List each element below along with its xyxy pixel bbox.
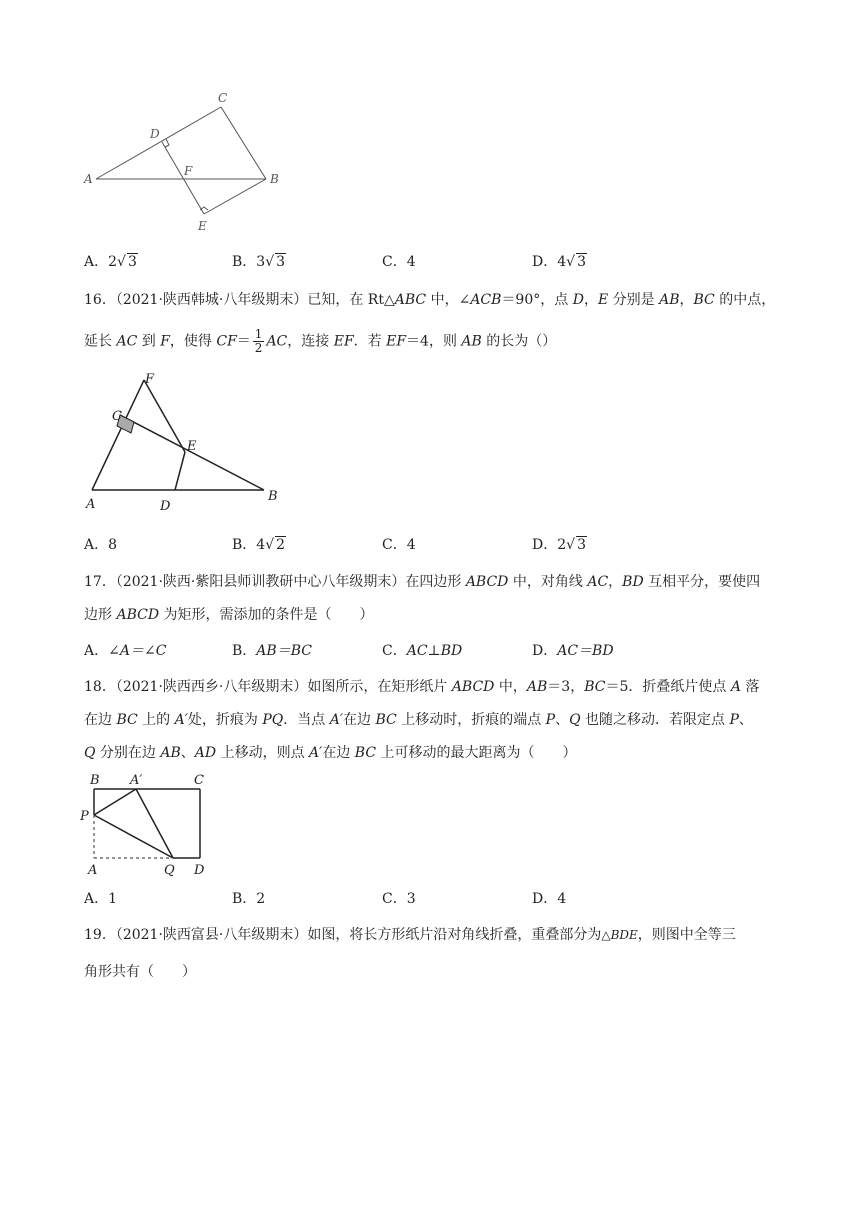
q15-label-f: F: [184, 164, 193, 178]
q17-option-c[interactable]: C．AC⊥BD: [382, 643, 463, 659]
q16-fraction: $\frac{1}{2}$: [254, 327, 263, 355]
q16-figure: [80, 370, 300, 518]
q15-option-c[interactable]: C．4: [382, 254, 416, 270]
q18-label-d: D: [194, 863, 205, 878]
q16-label-b: B: [268, 489, 278, 504]
q16-label-f: F: [145, 372, 155, 387]
q16-label-d: D: [160, 499, 171, 514]
q15-label-b: B: [270, 172, 279, 186]
q19-text-line1: 19．（2021·陕西富县·八年级期末）如图，将长方形纸片沿对角线折叠，重叠部分为△BDE，则图中全等三: [84, 927, 736, 943]
q15-right-angle-d: [165, 139, 169, 147]
q18-label-a1: A′: [130, 773, 143, 788]
q17-text-line2: 边形 ABCD 为矩形，需添加的条件是（ ）: [84, 607, 374, 623]
q17-text-line1: 17．（2021·陕西·紫阳县师训教研中心八年级期末）在四边形 ABCD 中，对角线 AC，BD 互相平分，要使四: [84, 574, 761, 590]
q16-option-c[interactable]: C．4: [382, 537, 416, 553]
q16-option-a[interactable]: A．8: [84, 537, 118, 553]
q16-segment-ed: [175, 452, 185, 490]
q15-option-a[interactable]: A．2√ 3: [84, 254, 137, 270]
q17-option-b[interactable]: B．AB＝BC: [232, 643, 312, 659]
q16-label-a: A: [86, 497, 96, 512]
q15-label-a: A: [84, 172, 93, 186]
q18-text-line2: 在边 BC 上的 A′处，折痕为 PQ．当点 A′在边 BC 上移动时，折痕的端点 P、Q 也随之移动．若限定点 P、: [84, 712, 753, 728]
q15-figure: [80, 88, 300, 236]
q18-label-p: P: [80, 809, 89, 824]
q18-option-d[interactable]: D．4: [532, 891, 567, 907]
q16-segment-fe: [144, 380, 185, 452]
q18-figure: [78, 770, 228, 880]
q17-option-d[interactable]: D．AC＝BD: [532, 643, 614, 659]
q15-segment-cb: [221, 107, 266, 179]
q18-option-c[interactable]: C．3: [382, 891, 416, 907]
q18-label-b: B: [90, 773, 100, 788]
q16-option-b[interactable]: B．4√ 2: [232, 537, 286, 553]
q18-text-line1: 18．（2021·陕西西乡·八年级期末）如图所示，在矩形纸片 ABCD 中，AB＝3，BC＝5．折叠纸片使点 A 落: [84, 679, 760, 695]
q15-right-angle-e: [200, 207, 208, 210]
q15-label-c: C: [218, 91, 228, 105]
q16-text-line1: 16．（2021·陕西韩城·八年级期末）已知，在 Rt△ABC 中，∠ACB＝90°，点 D，E 分别是 AB，BC 的中点，: [84, 292, 776, 308]
q18-label-q: Q: [164, 863, 175, 878]
q17-option-a[interactable]: A．∠A＝∠C: [84, 643, 167, 659]
q15-label-d: D: [150, 127, 160, 141]
q18-option-a[interactable]: A．1: [84, 891, 118, 907]
q15-segment-ac: [96, 107, 221, 179]
q19-text-line2: 角形共有（ ）: [84, 964, 196, 980]
q15-label-e: E: [198, 219, 207, 233]
q15-option-d[interactable]: D．4√ 3: [532, 254, 586, 270]
q18-label-c: C: [194, 773, 204, 788]
q18-text-line3: Q 分别在边 AB、AD 上移动，则点 A′在边 BC 上可移动的最大距离为（ ）: [84, 745, 577, 761]
q18-segment-pa1: [94, 789, 136, 815]
q18-option-b[interactable]: B．2: [232, 891, 266, 907]
q16-option-d[interactable]: D．2√ 3: [532, 537, 586, 553]
q16-label-c: C: [112, 409, 122, 424]
q15-option-b[interactable]: B．3√ 3: [232, 254, 286, 270]
q16-segment-af: [92, 380, 144, 490]
q15-segment-de: [162, 142, 204, 214]
q15-segment-eb: [204, 179, 266, 214]
q16-text-line2: 延长 AC 到 F，使得 CF＝ $\frac{1}{2}$ AC，连接 EF．若 EF＝4，则 AB 的长为（）: [84, 327, 557, 355]
q18-label-a: A: [88, 863, 98, 878]
q16-label-e: E: [187, 439, 197, 454]
